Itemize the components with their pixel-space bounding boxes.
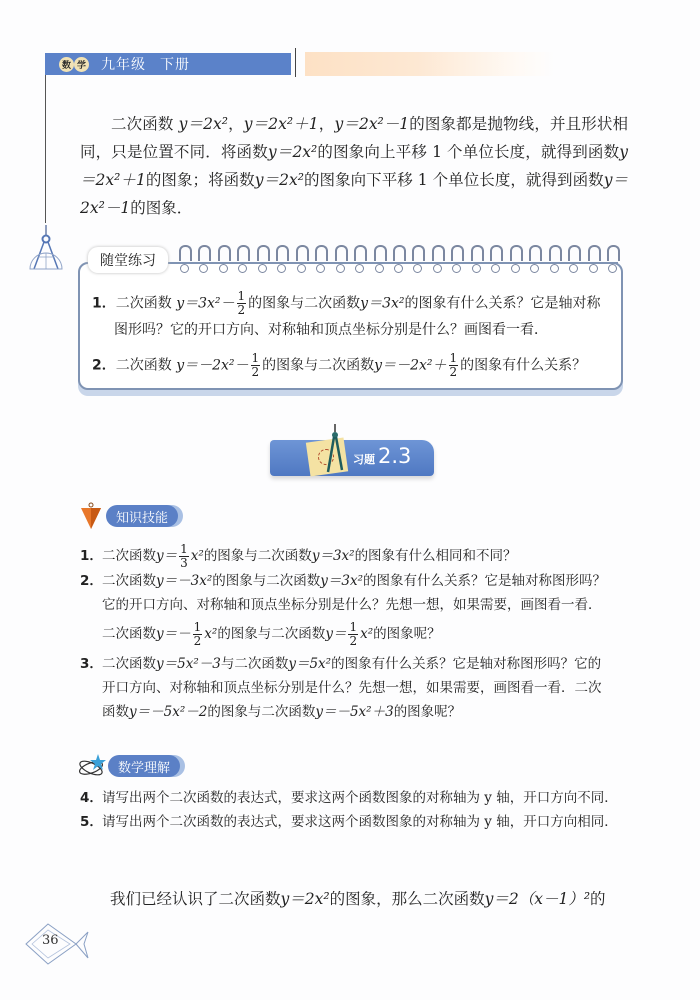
exercise-label: 习题 — [353, 453, 375, 466]
question-4 — [80, 786, 640, 810]
text: 它的开口方向、对称轴和顶点坐标分别是什么？先想一想，如果需要，画图看一看． — [102, 597, 602, 613]
text: 的图象与二次函数 — [217, 626, 326, 642]
text: 的图象向下平移 1 个单位长度，就得到函数 — [303, 171, 604, 189]
ring-icon — [295, 245, 307, 275]
question-1 — [80, 543, 640, 570]
practice-item-2 — [92, 352, 612, 379]
text: 的图象有什么关系？它是轴对称图形吗？ — [363, 573, 606, 589]
denominator: 2 — [193, 634, 202, 648]
formula: y＝2x²－1 — [80, 171, 628, 217]
item-number: 1． — [92, 295, 116, 312]
fish-icon — [24, 920, 96, 968]
text: 的图象． — [130, 199, 193, 217]
text: 的图象有什么关系？ — [460, 357, 587, 374]
formula: y＝ — [156, 548, 178, 564]
numerator: 1 — [349, 620, 358, 634]
numerator: 1 — [449, 351, 458, 365]
ring-icon — [470, 245, 482, 275]
formula: y＝－5x²－2 — [129, 704, 208, 720]
text: 的图象与二次函数 — [207, 704, 316, 720]
formula: x² — [190, 548, 204, 564]
formula: y＝－2x²－ — [176, 357, 249, 374]
text: 的图象与二次函数 — [203, 548, 312, 564]
compass-icon — [325, 424, 345, 474]
text: 的图象呢？ — [373, 626, 441, 642]
fraction — [237, 290, 247, 317]
compass-icon — [26, 225, 66, 275]
item-number: 2． — [92, 357, 116, 374]
question-number: 2． — [80, 573, 103, 589]
ring-icon — [528, 245, 540, 275]
formula: y＝5x² — [288, 656, 332, 672]
formula: y＝－3x² — [156, 573, 213, 589]
ring-icon — [509, 245, 521, 275]
ring-icon — [587, 245, 599, 275]
grade-label: 九年级 — [101, 57, 146, 73]
text: 二次函数 — [102, 626, 156, 642]
practice-item-1 — [92, 290, 612, 343]
intro-paragraph: 二次函数 y＝2x²，y＝2x²＋1，y＝2x²－1的图象都是抛物线，并且形状相同，只是位置不同．将函数y＝2x²的图象向上平移 1 个单位长度，就得到函数y＝2x²＋1的图象；将函数y＝2x²的图象向下平移 1 个单位长度，就得到函数y＝2x²－1的图象． — [80, 115, 629, 217]
bottom-paragraph — [110, 887, 606, 909]
binder-rings — [178, 245, 618, 277]
book-title — [101, 54, 190, 74]
question-number: 1． — [80, 548, 103, 564]
formula: x² — [204, 626, 218, 642]
ring-icon — [217, 245, 229, 275]
section-pill-knowledge: 知识技能 — [106, 505, 178, 527]
formula: y＝3x² — [311, 548, 355, 564]
text: 开口方向、对称轴和顶点坐标分别是什么？先想一想，如果需要，画图看一看．二次 — [102, 680, 602, 696]
text: 二次函数 — [102, 548, 156, 564]
ring-icon — [392, 245, 404, 275]
formula: y＝2x² — [280, 890, 330, 908]
text: 二次函数 — [102, 573, 156, 589]
text: 的图象向上平移 1 个单位长度，就得到函数 — [317, 143, 620, 161]
formula: y＝ — [325, 626, 347, 642]
fraction — [179, 543, 189, 570]
ring-icon — [431, 245, 443, 275]
formula: y＝2x²＋1 — [243, 115, 319, 133]
denominator: 2 — [251, 365, 260, 379]
margin-rule — [45, 75, 46, 223]
formula: y＝2x²＋1 — [80, 143, 629, 189]
subject-badge-char: 学 — [74, 57, 89, 72]
text: 的图象有什么关系？它是轴对称 — [404, 295, 601, 312]
fraction — [348, 621, 358, 648]
denominator: 2 — [237, 303, 246, 317]
text: 的 — [590, 890, 606, 908]
exercise-title — [353, 444, 411, 468]
question-5 — [80, 810, 640, 834]
formula: y＝5x²－3 — [156, 656, 221, 672]
pyramid-icon — [80, 502, 102, 530]
ring-icon — [256, 245, 268, 275]
formula: y＝2x²－1 — [334, 115, 410, 133]
page-header-bar — [45, 53, 291, 75]
ring-icon — [178, 245, 190, 275]
text: 函数 — [102, 704, 129, 720]
formula: y＝3x² — [360, 295, 405, 312]
text: 与二次函数 — [220, 656, 289, 672]
text: 的图象与二次函数 — [248, 295, 361, 312]
formula: y＝3x²－ — [176, 295, 235, 312]
text: 二次函数 — [102, 656, 156, 672]
ring-icon — [548, 245, 560, 275]
ring-icon — [606, 245, 618, 275]
question-number: 4． — [80, 790, 103, 806]
volume-label: 下册 — [160, 57, 190, 73]
numerator: 1 — [180, 542, 188, 556]
ring-icon — [334, 245, 346, 275]
formula: y＝2（x－1）² — [484, 890, 591, 908]
header-divider — [295, 48, 296, 77]
text: 请写出两个二次函数的表达式，要求这两个函数图象的对称轴为 y 轴，开口方向不同． — [102, 790, 618, 806]
fraction — [193, 621, 203, 648]
ring-icon — [314, 245, 326, 275]
question-number: 5． — [80, 814, 103, 830]
text: 的图象有什么相同和不同？ — [354, 548, 517, 564]
fraction — [251, 352, 261, 379]
denominator: 2 — [449, 365, 458, 379]
formula: y＝2x² — [178, 115, 228, 133]
formula: y＝3x² — [320, 573, 363, 589]
header-gradient-strip — [305, 52, 555, 76]
subject-badge — [59, 57, 89, 72]
fraction — [449, 352, 459, 379]
formula: y＝－5x²＋3 — [315, 704, 394, 720]
numerator: 1 — [193, 620, 202, 634]
question-number: 3． — [80, 656, 103, 672]
ring-icon — [489, 245, 501, 275]
text: 我们已经认识了二次函数 — [110, 890, 281, 908]
practice-title: 随堂练习 — [88, 247, 168, 273]
ring-icon — [353, 245, 365, 275]
text: 的图象有什么关系？它是轴对称图形吗？它的 — [331, 656, 602, 672]
page-number: 36 — [42, 933, 59, 948]
question-3 — [80, 652, 640, 724]
formula: y＝－ — [156, 626, 191, 642]
ring-icon — [411, 245, 423, 275]
formula: y＝2x² — [254, 171, 304, 189]
text: 图形吗？它的开口方向、对称轴和顶点坐标分别是什么？画图看一看． — [114, 322, 548, 338]
text: 二次函数 — [115, 295, 172, 312]
atom-star-icon — [78, 752, 108, 778]
ring-icon — [373, 245, 385, 275]
text: 二次函数 — [115, 357, 172, 374]
text: 的图象；将函数 — [145, 171, 255, 189]
text: 的图象与二次函数 — [212, 573, 321, 589]
ring-icon — [197, 245, 209, 275]
numerator: 1 — [251, 351, 260, 365]
denominator: 2 — [349, 634, 358, 648]
text: 请写出两个二次函数的表达式，要求这两个函数图象的对称轴为 y 轴，开口方向相同． — [102, 814, 618, 830]
ring-icon — [567, 245, 579, 275]
subject-badge-char: 数 — [59, 57, 74, 72]
text: 的图象都是抛物线，并且形状相同，只是位置不同．将函数 — [80, 115, 628, 161]
text: 的图象呢？ — [393, 704, 462, 720]
ring-icon — [236, 245, 248, 275]
ring-icon — [275, 245, 287, 275]
section-pill-understanding: 数学理解 — [108, 755, 180, 777]
text: 的图象与二次函数 — [262, 357, 375, 374]
text: 的图象，那么二次函数 — [329, 890, 485, 908]
formula: x² — [360, 626, 374, 642]
exercise-number: 2.3 — [378, 444, 412, 468]
numerator: 1 — [237, 289, 246, 303]
formula: y＝－2x²＋ — [374, 357, 447, 374]
ring-icon — [450, 245, 462, 275]
denominator: 3 — [180, 556, 188, 570]
text: 二次函数 — [111, 115, 174, 133]
formula: y＝2x² — [267, 143, 318, 161]
question-2 — [80, 569, 640, 648]
